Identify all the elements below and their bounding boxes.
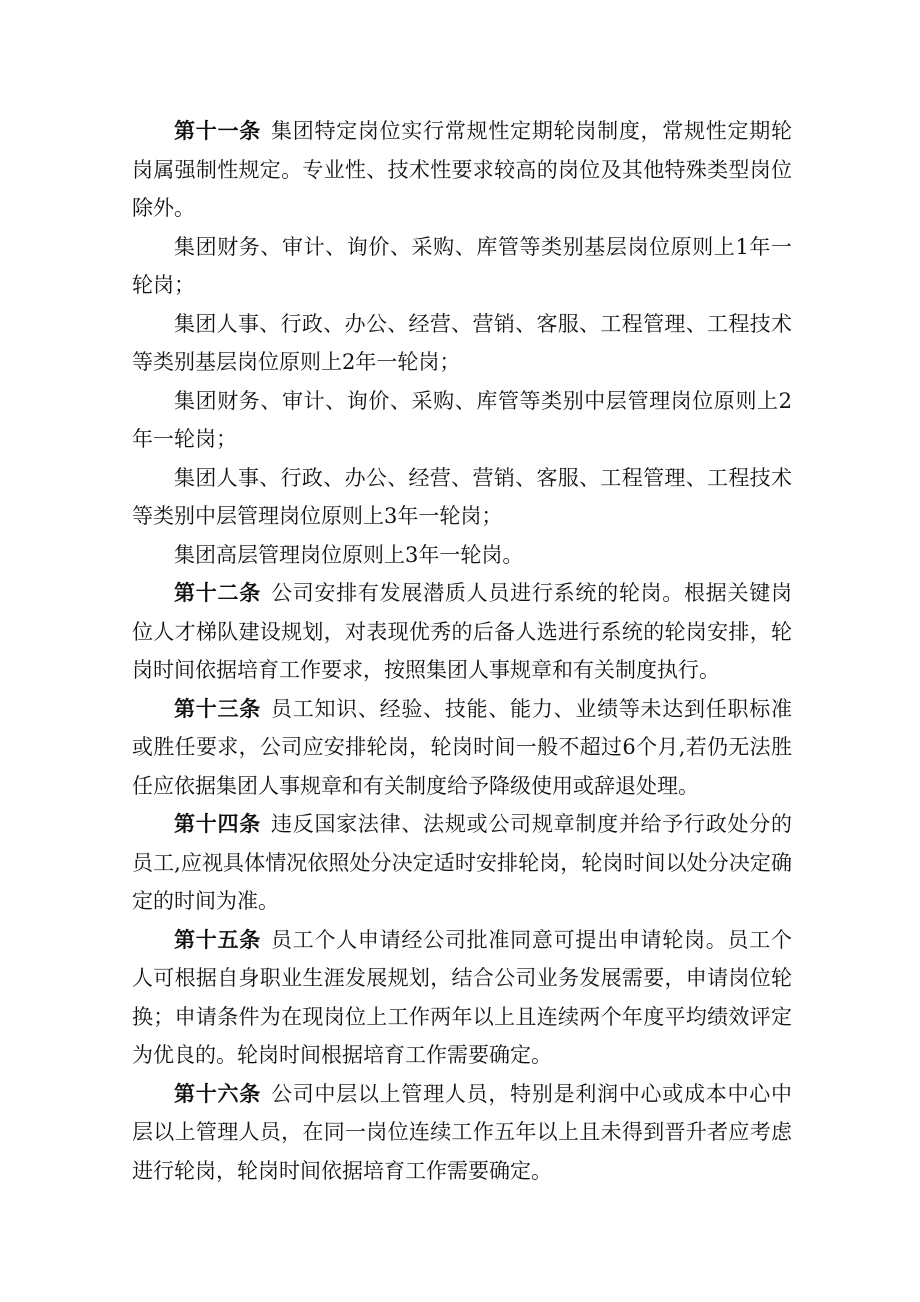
article-heading: 第十五条 (174, 927, 261, 952)
paragraph-text: 集团高层管理岗位原则上3年一轮岗。 (174, 542, 524, 567)
paragraph-text: 集团财务、审计、询价、采购、库管等类别中层管理岗位原则上2年一轮岗； (132, 388, 792, 451)
paragraph-article-13 (132, 690, 792, 806)
paragraph-rule-hr-basic (132, 305, 792, 382)
paragraph-article-16 (132, 1075, 792, 1191)
paragraph-text: 员工知识、经验、技能、能力、业绩等未达到任职标准或胜任要求，公司应安排轮岗，轮岗时间一般不超过6个月,若仍无法胜任应依据集团人事规章和有关制度给予降级使用或辞退处理。 (132, 696, 793, 798)
article-heading: 第十二条 (174, 581, 261, 605)
paragraph-article-14 (132, 805, 792, 921)
paragraph-text: 集团特定岗位实行常规性定期轮岗制度，常规性定期轮岗属强制性规定。专业性、技术性要求较高的岗位及其他特殊类型岗位除外。 (132, 119, 793, 220)
article-heading: 第十一条 (174, 119, 261, 143)
article-heading: 第十三条 (174, 696, 261, 721)
paragraph-text: 集团人事、行政、办公、经营、营销、客服、工程管理、工程技术等类别中层管理岗位原则上3年一轮岗； (132, 465, 792, 528)
paragraph-text: 集团人事、行政、办公、经营、营销、客服、工程管理、工程技术等类别基层岗位原则上2年一轮岗； (132, 311, 792, 374)
document-body (132, 112, 792, 1190)
paragraph-text: 公司中层以上管理人员，特别是利润中心或成本中心中层以上管理人员，在同一岗位连续工作五年以上且未得到晋升者应考虑进行轮岗，轮岗时间依据培育工作需要确定。 (132, 1081, 793, 1183)
article-heading: 第十四条 (174, 812, 261, 836)
paragraph-text: 公司安排有发展潜质人员进行系统的轮岗。根据关键岗位人才梯队建设规划，对表现优秀的后备人选进行系统的轮岗安排，轮岗时间依据培育工作要求，按照集团人事规章和有关制度执行。 (132, 581, 793, 682)
paragraph-article-12 (132, 574, 792, 690)
paragraph-rule-finance-basic (132, 228, 792, 305)
paragraph-article-15 (132, 921, 792, 1075)
paragraph-text: 员工个人申请经公司批准同意可提出申请轮岗。员工个人可根据自身职业生涯发展规划，结合公司业务发展需要，申请岗位轮换；申请条件为在现岗位上工作两年以上且连续两个年度平均绩效评定为优良的。轮岗时间根据培育工作需要确定。 (132, 927, 793, 1067)
paragraph-text: 集团财务、审计、询价、采购、库管等类别基层岗位原则上1年一轮岗； (132, 234, 792, 297)
paragraph-text: 违反国家法律、法规或公司规章制度并给予行政处分的员工,应视具体情况依照处分决定适时安排轮岗，轮岗时间以处分决定确定的时间为准。 (132, 812, 793, 913)
paragraph-rule-finance-middle (132, 382, 792, 459)
paragraph-rule-senior (132, 536, 792, 575)
paragraph-article-11 (132, 112, 792, 228)
paragraph-rule-hr-middle (132, 459, 792, 536)
article-heading: 第十六条 (174, 1081, 261, 1106)
